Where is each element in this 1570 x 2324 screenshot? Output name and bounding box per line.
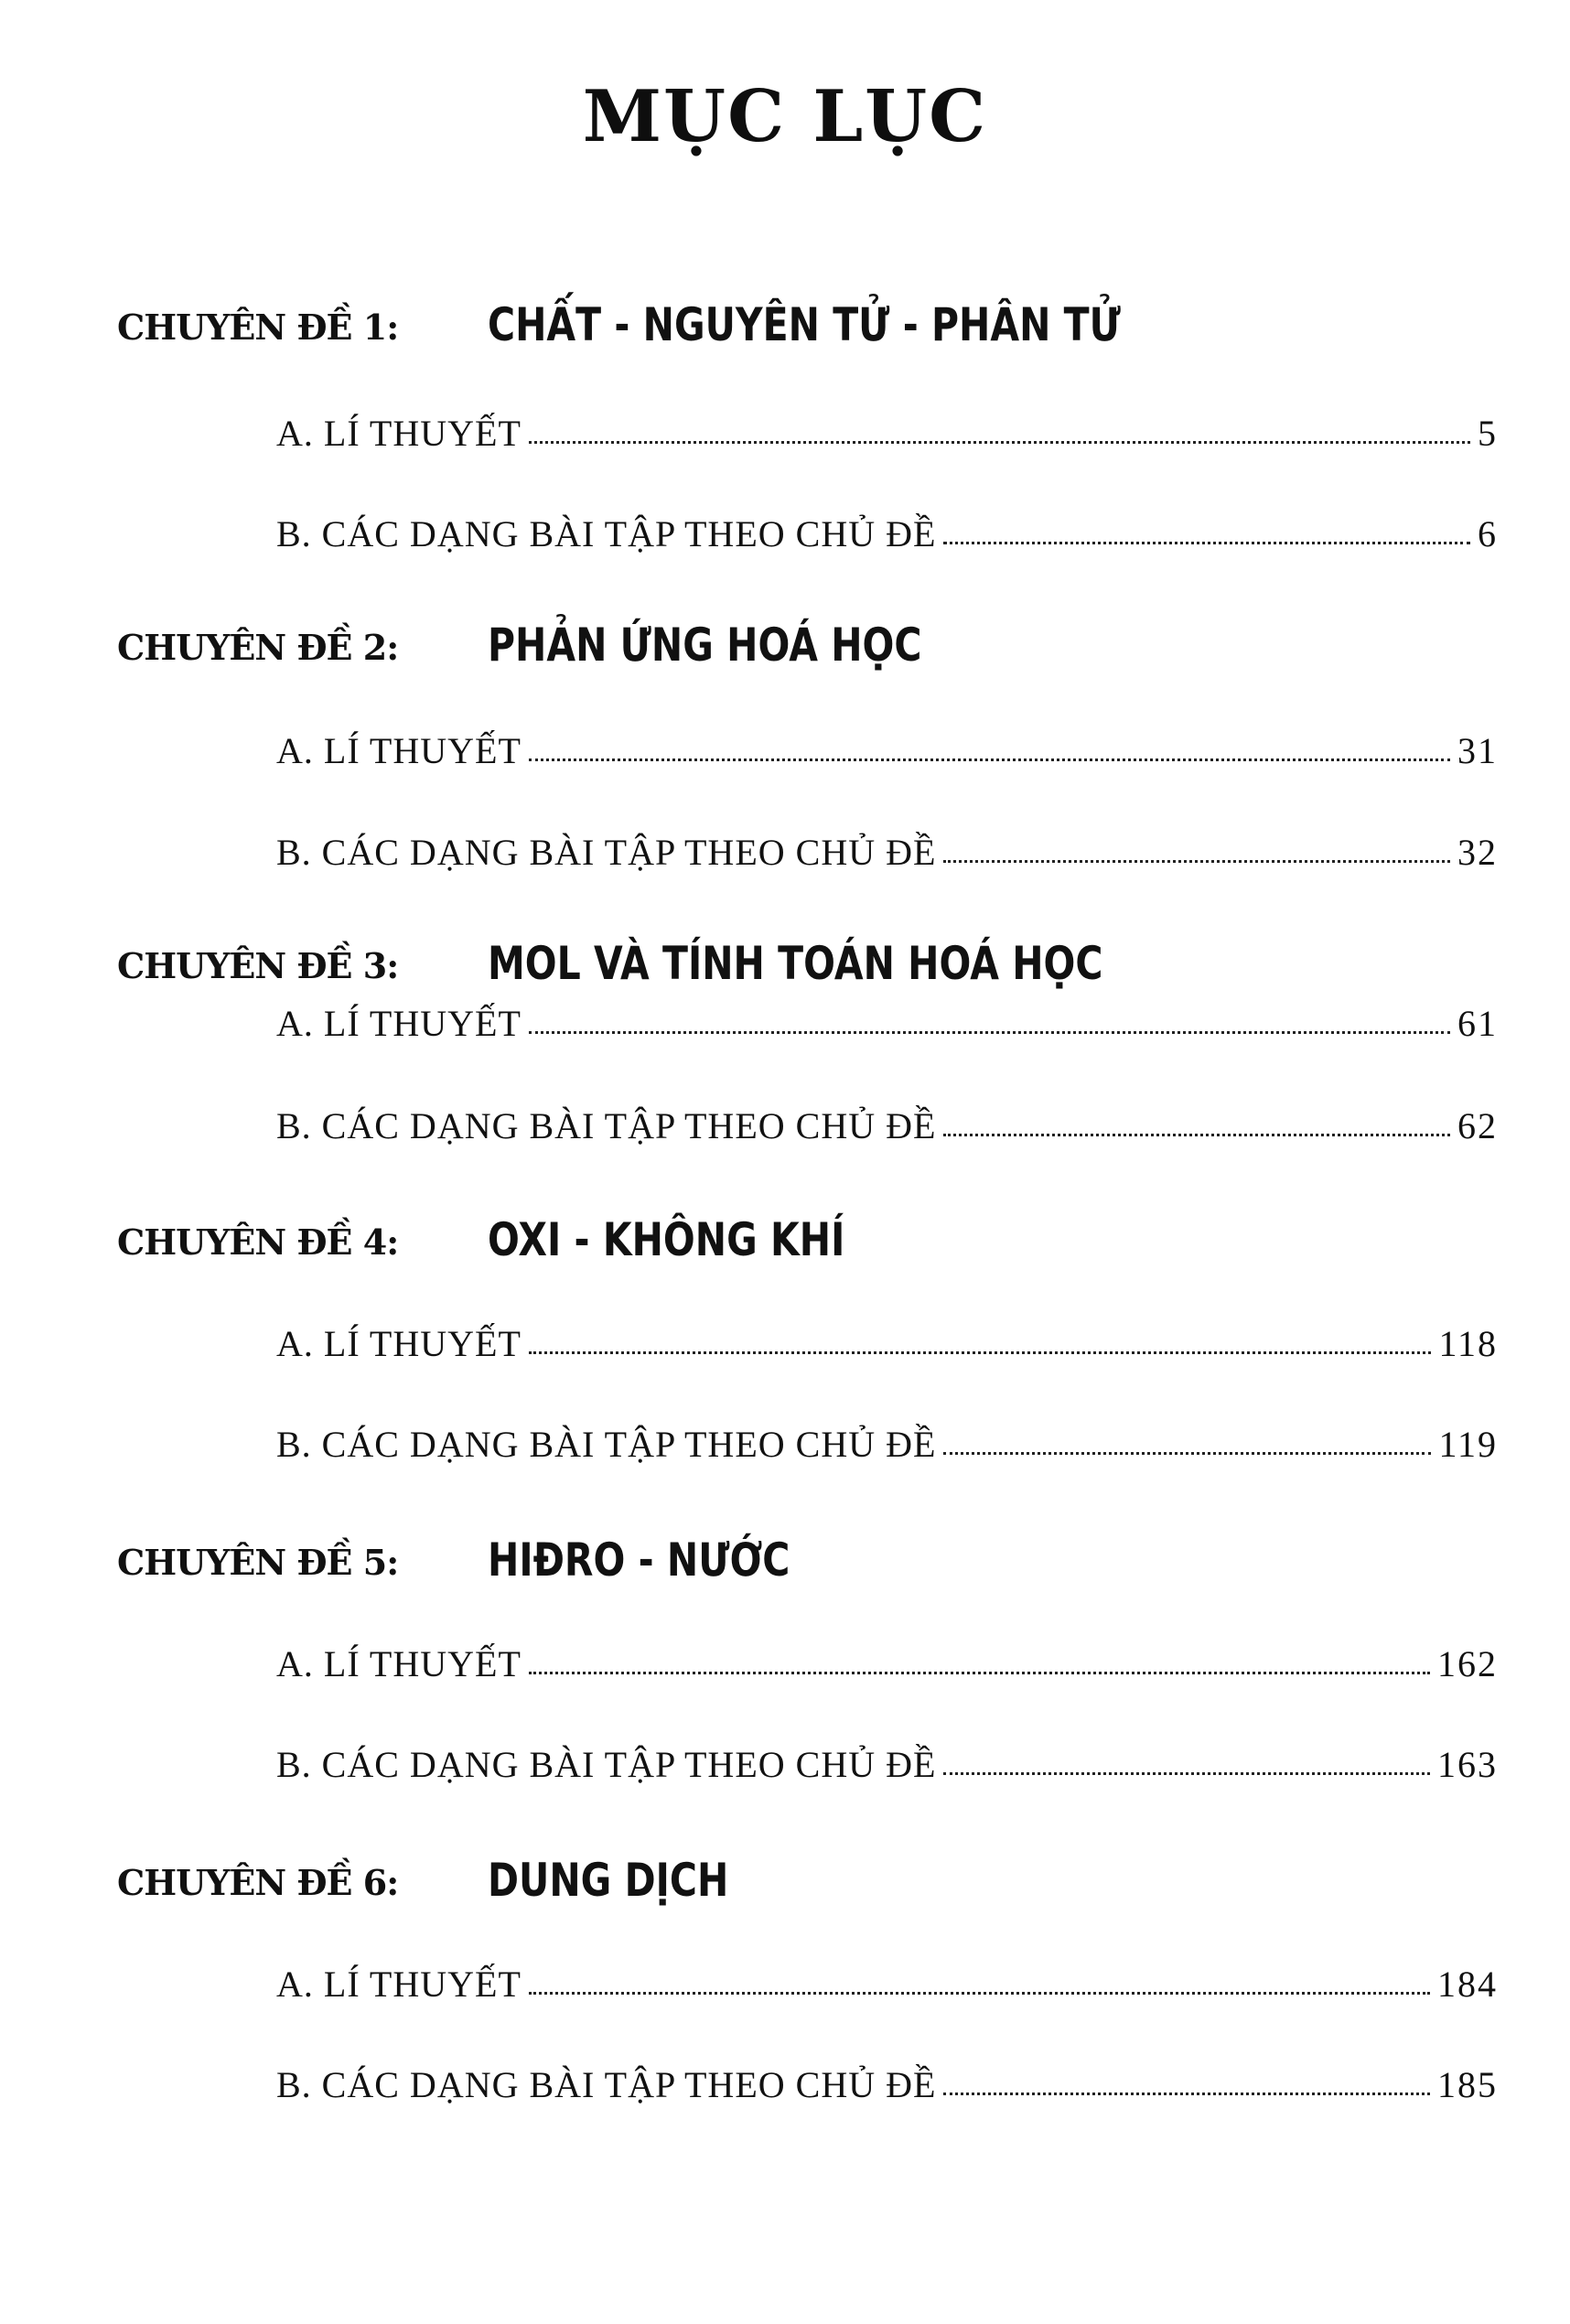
chapter-label: CHUYÊN ĐỀ 1: (117, 307, 399, 348)
chapter-title: OXI - KHÔNG KHÍ (488, 1213, 845, 1266)
toc-entry[interactable] (276, 2063, 1498, 2118)
entry-page-number: 119 (1438, 1424, 1498, 1465)
entry-label: B. CÁC DẠNG BÀI TẬP THEO CHỦ ĐỀ (276, 1105, 937, 1146)
entry-page-number: 185 (1437, 2064, 1498, 2105)
toc-entry[interactable] (276, 512, 1498, 567)
chapter-label: CHUYÊN ĐỀ 2: (117, 627, 399, 668)
entry-label: B. CÁC DẠNG BÀI TẬP THEO CHỦ ĐỀ (276, 1744, 937, 1785)
entry-label: A. LÍ THUYẾT (276, 730, 522, 771)
chapter-title: DUNG DỊCH (488, 1854, 729, 1907)
chapter-label: CHUYÊN ĐỀ 4: (117, 1221, 399, 1263)
chapter-heading (117, 1848, 1489, 1912)
toc-entry[interactable] (276, 1322, 1498, 1377)
entry-page-number: 5 (1478, 413, 1498, 454)
dot-leader (529, 441, 1470, 444)
chapter-heading (117, 931, 1489, 995)
dot-leader (943, 1452, 1431, 1455)
toc-entry[interactable] (276, 1642, 1498, 1697)
entry-page-number: 6 (1478, 513, 1498, 554)
chapter-title: PHẢN ỨNG HOÁ HỌC (488, 619, 922, 672)
entry-label: A. LÍ THUYẾT (276, 1964, 522, 2005)
entry-label: A. LÍ THUYẾT (276, 1643, 522, 1684)
dot-leader (529, 759, 1450, 761)
chapter-heading (117, 1528, 1489, 1592)
chapter-title: MOL VÀ TÍNH TOÁN HOÁ HỌC (488, 937, 1103, 990)
entry-label: B. CÁC DẠNG BÀI TẬP THEO CHỦ ĐỀ (276, 832, 937, 873)
toc-entry[interactable] (276, 831, 1498, 886)
entry-page-number: 61 (1457, 1003, 1498, 1044)
chapter-heading (117, 1208, 1489, 1272)
dot-leader (529, 1672, 1430, 1674)
dot-leader (529, 1992, 1430, 1995)
toc-entry[interactable] (276, 1423, 1498, 1478)
entry-label: A. LÍ THUYẾT (276, 1323, 522, 1364)
toc-entry[interactable] (276, 1743, 1498, 1798)
chapter-heading (117, 613, 1489, 677)
dot-leader (943, 1134, 1450, 1136)
entry-label: B. CÁC DẠNG BÀI TẬP THEO CHỦ ĐỀ (276, 1424, 937, 1465)
entry-page-number: 162 (1437, 1643, 1498, 1684)
entry-label: B. CÁC DẠNG BÀI TẬP THEO CHỦ ĐỀ (276, 513, 937, 554)
entry-page-number: 62 (1457, 1105, 1498, 1146)
dot-leader (529, 1351, 1432, 1354)
page-title: MỤC LỤC (582, 75, 988, 158)
toc-entry[interactable] (276, 1963, 1498, 2017)
entry-label: B. CÁC DẠNG BÀI TẬP THEO CHỦ ĐỀ (276, 2064, 937, 2105)
entry-page-number: 184 (1437, 1964, 1498, 2005)
chapter-label: CHUYÊN ĐỀ 5: (117, 1542, 399, 1583)
chapter-label: CHUYÊN ĐỀ 3: (117, 945, 399, 986)
dot-leader (943, 1772, 1430, 1775)
entry-label: A. LÍ THUYẾT (276, 1003, 522, 1044)
entry-page-number: 31 (1457, 730, 1498, 771)
dot-leader (529, 1031, 1450, 1034)
chapter-title: HIĐRO - NƯỚC (488, 1533, 790, 1587)
entry-label: A. LÍ THUYẾT (276, 413, 522, 454)
entry-page-number: 32 (1457, 832, 1498, 873)
dot-leader (943, 2093, 1430, 2095)
chapter-label: CHUYÊN ĐỀ 6: (117, 1862, 399, 1903)
entry-page-number: 163 (1437, 1744, 1498, 1785)
toc-entry[interactable] (276, 412, 1498, 467)
toc-entry[interactable] (276, 1104, 1498, 1159)
entry-page-number: 118 (1438, 1323, 1498, 1364)
chapter-title: CHẤT - NGUYÊN TỬ - PHÂN TỬ (488, 298, 1121, 351)
toc-entry[interactable] (276, 1002, 1498, 1057)
dot-leader (943, 542, 1470, 544)
chapter-heading (117, 293, 1489, 357)
dot-leader (943, 860, 1450, 863)
toc-entry[interactable] (276, 729, 1498, 784)
